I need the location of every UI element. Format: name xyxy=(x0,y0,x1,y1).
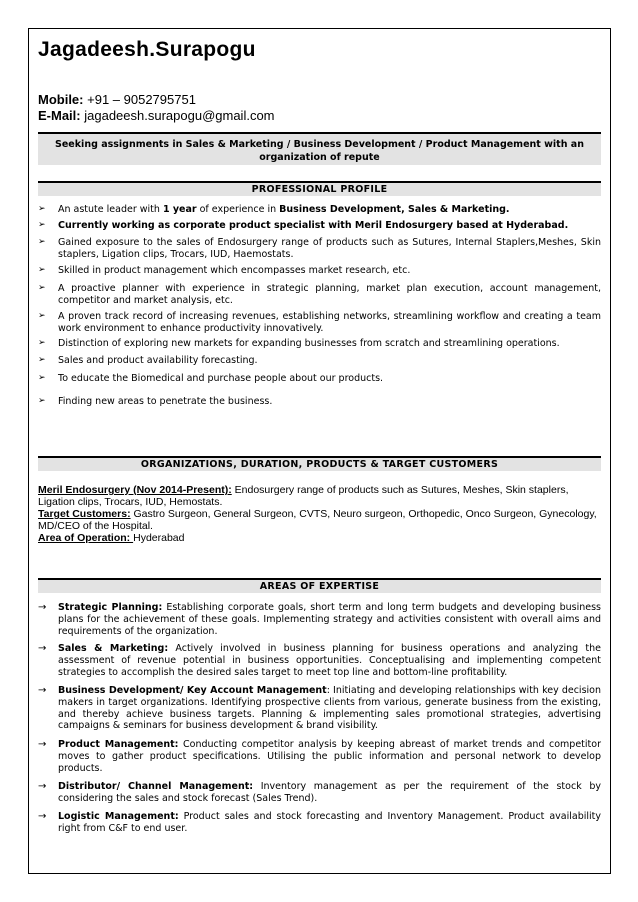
target-customers-line xyxy=(38,508,601,532)
list-item: ➢ To educate the Biomedical and purchase people about our products. xyxy=(38,373,384,384)
section-title-areas-of-expertise: AREAS OF EXPERTISE xyxy=(38,578,601,593)
bullet-arrow-icon: ➢ xyxy=(38,311,46,321)
target-customers-value: Gastro Surgeon, General Surgeon, CVTS, Neuro surgeon, Orthopedic, Onco Surgeon, Gynecology, MD/CEO of the Hospital. xyxy=(38,508,597,532)
area-of-operation-line xyxy=(38,532,601,544)
bullet-arrow-icon: ➢ xyxy=(38,237,46,247)
company-description: Endosurgery range of products such as Sutures, Meshes, Skin staplers, Ligation clips, Trocars, IUD, Hemostats. xyxy=(38,484,569,508)
list-item: → Business Development/ Key Account Management: Initiating and developing relationships with key decision makers in target organizations. Identifying prospective clients from various, generate business from the existing, and thereby achieve business targets. Planning & implementing sales promotional strategies, advertising campaigns & seminars for business development & brand visibility. xyxy=(38,685,601,732)
list-item: → Strategic Planning: Establishing corporate goals, short term and long term budgets and developing business plans for the achievement of these goals. Implementing strategy and activities consistent with overall aims and requirements of the organization. xyxy=(38,602,601,637)
list-item: ➢ Finding new areas to penetrate the business. xyxy=(38,396,273,407)
list-item: → Distributor/ Channel Management: Inventory management as per the requirement of the stock by considering the sales and stock forecast (Sales Trend). xyxy=(38,781,601,804)
list-item: ➢ A proven track record of increasing revenues, establishing networks, streamlining workflow and creating a team work environment to enhance productivity innovatively. xyxy=(38,311,601,334)
list-item: → Logistic Management: Product sales and stock forecasting and Inventory Management. Product availability right from C&F to end user. xyxy=(38,811,601,834)
arrow-right-icon: → xyxy=(38,643,47,654)
area-of-operation-label: Area of Operation: xyxy=(38,532,134,544)
arrow-right-icon: → xyxy=(38,685,47,696)
bullet-arrow-icon: ➢ xyxy=(38,373,46,383)
objective-banner: Seeking assignments in Sales & Marketing / Business Development / Product Management with an organization of repute xyxy=(38,132,601,165)
mobile-value: +91 – 9052795751 xyxy=(87,92,196,107)
target-customers-label: Target Customers: xyxy=(38,508,131,520)
company-line xyxy=(38,484,601,508)
organization-details xyxy=(38,484,601,544)
arrow-right-icon: → xyxy=(38,811,47,822)
arrow-right-icon: → xyxy=(38,739,47,750)
email-value: jagadeesh.surapogu@gmail.com xyxy=(84,108,275,123)
arrow-right-icon: → xyxy=(38,781,47,792)
bullet-arrow-icon: ➢ xyxy=(38,283,46,293)
email-label: E-Mail: xyxy=(38,108,81,123)
bullet-arrow-icon: ➢ xyxy=(38,265,46,275)
mobile-label: Mobile: xyxy=(38,92,84,107)
list-item: ➢ Gained exposure to the sales of Endosurgery range of products such as Sutures, Internal Staplers,Meshes, Skin staplers, Ligation clips, Trocars, IUD, Haemostats. xyxy=(38,237,601,260)
bullet-arrow-icon: ➢ xyxy=(38,396,46,406)
section-title-organizations: ORGANIZATIONS, DURATION, PRODUCTS & TARGET CUSTOMERS xyxy=(38,456,601,471)
list-item: ➢ Currently working as corporate product specialist with Meril Endosurgery based at Hyderabad. xyxy=(38,220,569,231)
bullet-arrow-icon: ➢ xyxy=(38,355,46,365)
area-of-operation-value: Hyderabad xyxy=(133,532,185,544)
bullet-arrow-icon: ➢ xyxy=(38,338,46,348)
list-item: ➢ Skilled in product management which encompasses market research, etc. xyxy=(38,265,411,276)
company-name: Meril Endosurgery (Nov 2014-Present): xyxy=(38,484,232,496)
section-title-professional-profile: PROFESSIONAL PROFILE xyxy=(38,181,601,196)
list-item: ➢ A proactive planner with experience in strategic planning, market plan execution, account management, competitor and market analysis, etc. xyxy=(38,283,601,306)
email-line xyxy=(38,108,275,123)
arrow-right-icon: → xyxy=(38,602,47,613)
list-item: ➢ Sales and product availability forecasting. xyxy=(38,355,258,366)
bullet-arrow-icon: ➢ xyxy=(38,204,46,214)
bullet-arrow-icon: ➢ xyxy=(38,220,46,230)
list-item: → Sales & Marketing: Actively involved in business planning for business operations and analyzing the assessment of revenue potential in business opportunities. Conceptualising and implementing competent strategies to accomplish the desired sales target to meet top line and bottom-line profitability. xyxy=(38,643,601,678)
candidate-name: Jagadeesh.Surapogu xyxy=(38,38,256,61)
mobile-line xyxy=(38,92,196,107)
list-item: → Product Management: Conducting competitor analysis by keeping abreast of market trends and competitor moves to gather product specifications. Utilising the public information and personal network to develop products. xyxy=(38,739,601,774)
list-item: ➢ Distinction of exploring new markets for expanding businesses from scratch and streamlining operations. xyxy=(38,338,560,349)
list-item: ➢ An astute leader with 1 year of experience in Business Development, Sales & Marketing. xyxy=(38,204,510,215)
